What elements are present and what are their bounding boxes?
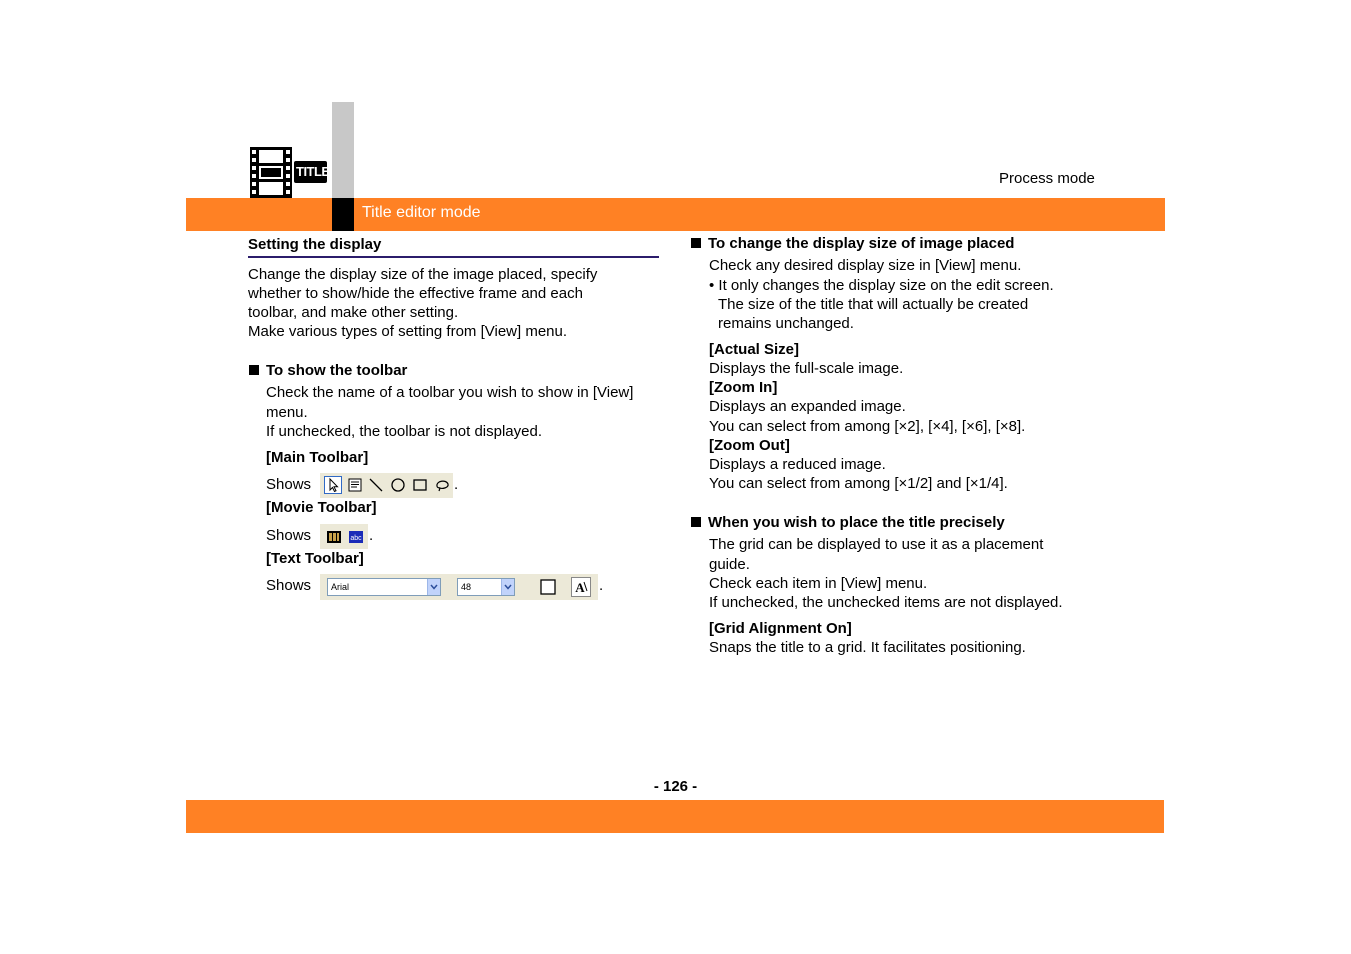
intro-line-3: toolbar, and make other setting. [248,304,459,321]
intro-line-4: Make various types of setting from [View] menu. [248,323,568,340]
rectangle-icon[interactable] [411,476,429,494]
section-rule [248,256,659,258]
main-toolbar-label: [Main Toolbar] [266,449,369,466]
size-select[interactable] [457,578,515,596]
toolbar-heading-text: To show the toolbar [266,362,408,379]
bullet-square-icon [691,517,701,527]
page-number: - 126 - [653,778,698,795]
grid-on-desc: Snaps the title to a grid. It facilitates positioning. [709,639,1026,656]
mode-title: Title editor mode [362,204,481,221]
grid-line-3: Check each item in [View] menu. [709,575,928,592]
ellipse-icon[interactable] [389,476,407,494]
zoom-out-label: [Zoom Out] [709,437,790,454]
size-line-1: Check any desired display size in [View] menu. [709,257,1022,274]
text-toolbar [320,574,598,600]
intro-line-2: whether to show/hide the effective frame and each [248,285,583,302]
text-format-icon[interactable] [571,577,591,597]
bullet-square-icon [691,238,701,248]
shows-label: Shows [266,577,312,594]
period: . [454,476,459,493]
font-select-value: Arial [331,582,350,592]
grid-line-1: The grid can be displayed to use it as a placement [709,536,1044,553]
zoom-out-options: You can select from among [×1/2] and [×1/4]. [709,475,1008,492]
chevron-down-icon[interactable] [427,579,440,595]
toolbar-heading [249,361,407,380]
actual-size-label: [Actual Size] [709,341,800,358]
main-toolbar [320,473,453,498]
size-select-value: 48 [461,582,472,592]
shows-label: Shows [266,476,312,493]
grid-line-2: guide. [709,556,750,573]
zoom-out-desc: Displays a reduced image. [709,456,886,473]
period: . [369,527,374,544]
svg-text:A: A [575,580,585,595]
size-heading [691,234,1014,253]
bullet-square-icon [249,365,259,375]
zoom-in-label: [Zoom In] [709,379,778,396]
size-line-2: • It only changes the display size on the edit screen. [709,277,1054,294]
text-frame-icon[interactable] [346,476,364,494]
period: . [599,577,604,594]
svg-text:abc: abc [350,535,362,542]
header-gray-bar [332,102,354,198]
abc-text-icon[interactable] [347,528,365,546]
text-toolbar-label: [Text Toolbar] [266,550,364,567]
toolbar-desc-3: If unchecked, the toolbar is not displayed. [266,423,543,440]
border-icon[interactable] [539,578,557,596]
shows-label: Shows [266,527,312,544]
toolbar-desc-2: menu. [266,404,308,421]
title-logo-text: TITLE [296,164,330,179]
movie-toolbar [320,524,368,549]
chevron-down-icon[interactable] [501,579,514,595]
line-icon[interactable] [367,476,385,494]
toolbar-desc-1: Check the name of a toolbar you wish to show in [View] [266,384,634,401]
film-icon [250,147,292,198]
intro-line-1: Change the display size of the image placed, specify [248,266,598,283]
grid-heading-text: When you wish to place the title precisely [708,514,1005,531]
font-select[interactable] [327,578,441,596]
size-line-3: The size of the title that will actually be created [718,296,1029,313]
header-black-block [332,198,354,231]
grid-on-label: [Grid Alignment On] [709,620,852,637]
size-heading-text: To change the display size of image placed [708,235,1015,252]
section-title: Setting the display [248,236,382,253]
grid-heading [691,513,1005,532]
size-line-4: remains unchanged. [718,315,854,332]
zoom-in-options: You can select from among [×2], [×4], [×6], [×8]. [709,418,1026,435]
title-logo-icon [294,161,330,183]
grid-line-4: If unchecked, the unchecked items are not displayed. [709,594,1063,611]
footer-band [186,800,1164,833]
pointer-icon[interactable] [324,476,342,494]
process-mode-label: Process mode [999,170,1095,187]
actual-size-desc: Displays the full-scale image. [709,360,904,377]
movie-clip-icon[interactable] [325,528,343,546]
lasso-icon[interactable] [433,476,451,494]
zoom-in-desc: Displays an expanded image. [709,398,906,415]
movie-toolbar-label: [Movie Toolbar] [266,499,377,516]
